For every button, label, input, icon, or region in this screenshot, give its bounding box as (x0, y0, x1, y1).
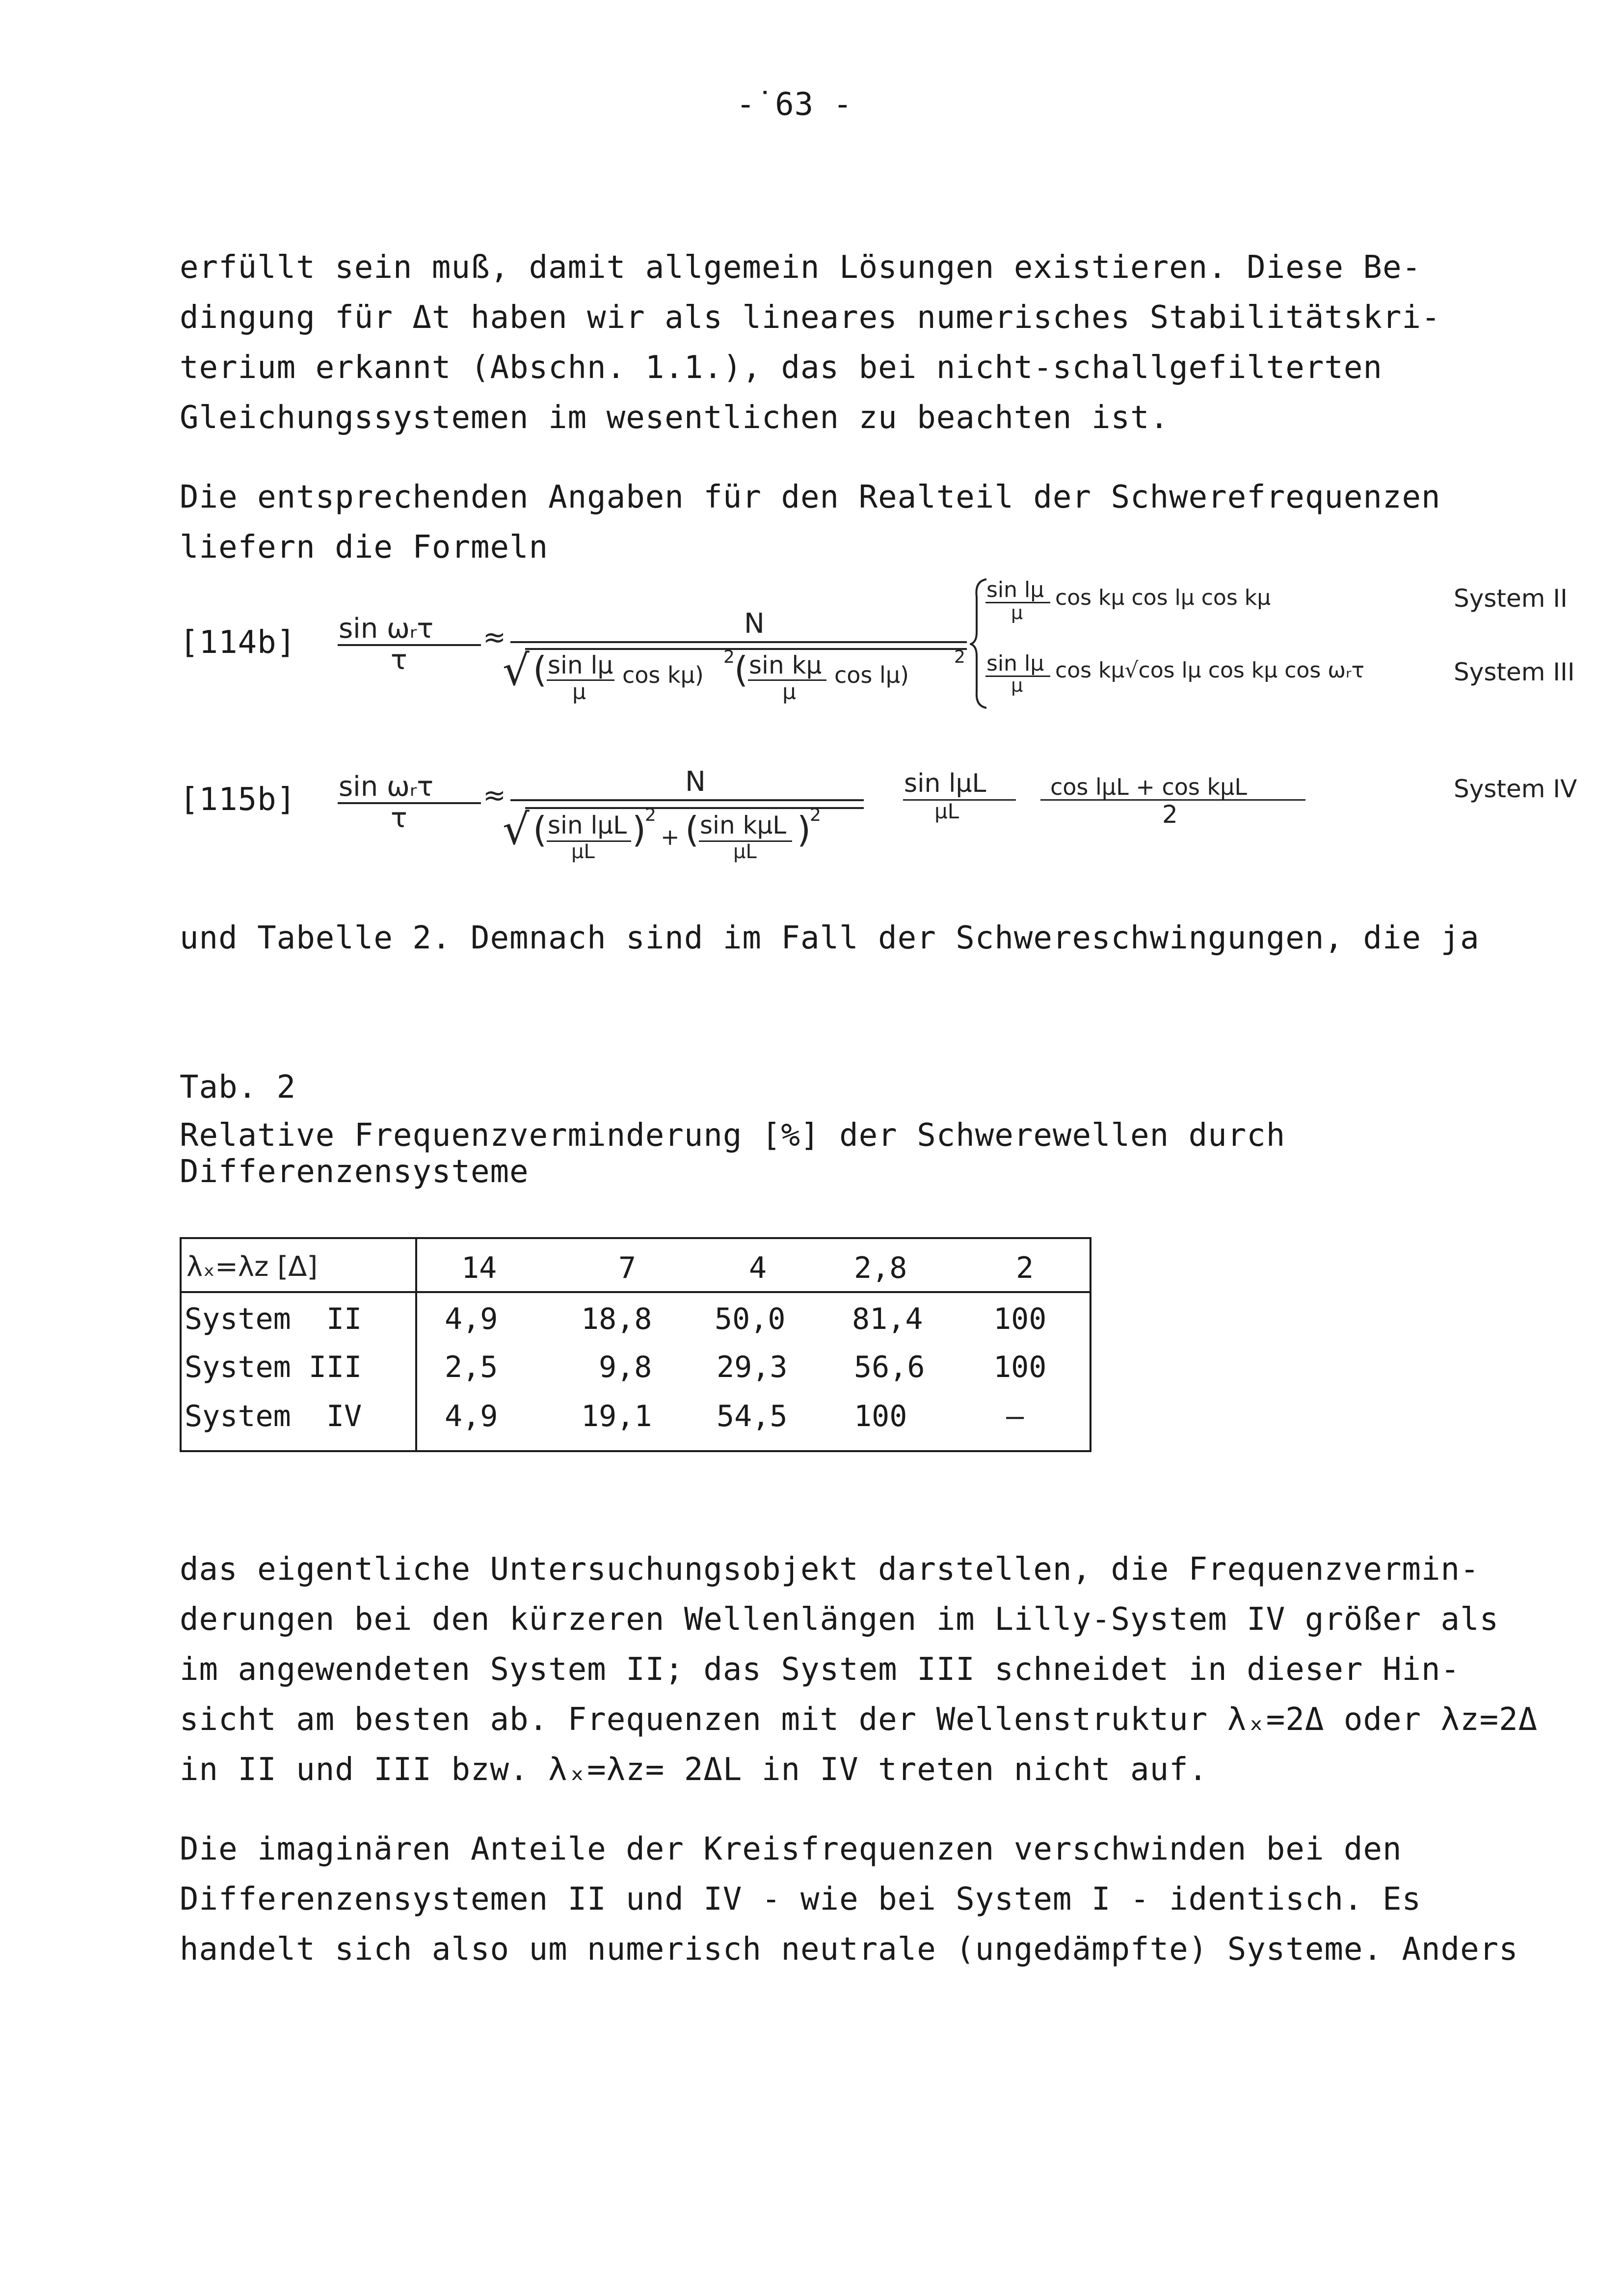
open-paren: ( (533, 809, 547, 850)
paragraph-2 (180, 472, 1441, 572)
header-cell: 14 (461, 1251, 497, 1285)
case1-rest: cos kμ cos lμ cos kμ (1055, 585, 1271, 610)
table-cell: 100 (993, 1302, 1047, 1336)
lhs-numerator: sin ωᵣτ (339, 771, 434, 803)
den-a-tail: cos kμ) (622, 662, 704, 688)
row-label: System IV (185, 1399, 362, 1433)
text-line: terium erkannt (Abschn. 1.1.), das bei nicht-schallgefilterten (180, 350, 1383, 386)
plus-sign: + (661, 824, 680, 850)
row-label: System II (185, 1302, 362, 1336)
paragraph-5 (180, 1824, 1518, 1974)
table-cell: 18,8 (581, 1302, 652, 1336)
header-cell: 4 (749, 1251, 767, 1285)
square-exponent: 2 (954, 647, 965, 667)
table-title-line-2: Differenzensysteme (180, 1154, 529, 1190)
text-line: Die entsprechenden Angaben für den Realteil der Schwerefrequenzen (180, 479, 1441, 515)
header-cell: 2 (1016, 1251, 1034, 1285)
table-cell: — (1006, 1399, 1024, 1433)
lhs-denominator: τ (391, 802, 407, 834)
equation-label: [114b] (180, 624, 296, 661)
den-a-numerator: sin lμ (548, 651, 613, 679)
den-a-denominator: μ (572, 679, 586, 704)
case2-denominator: μ (1011, 675, 1023, 696)
text-line: erfüllt sein muß, damit allgemein Lösungen existieren. Diese Be- (180, 249, 1421, 286)
f2-denominator: 2 (1162, 800, 1178, 829)
open-paren: ( (533, 649, 547, 690)
table-cell: 100 (854, 1399, 907, 1433)
table-label: Tab. 2 (180, 1069, 296, 1106)
text-line: das eigentliche Untersuchungsobjekt darstellen, die Frequenzvermin- (180, 1551, 1480, 1588)
case1-denominator: μ (1011, 602, 1023, 623)
paragraph-3: und Tabelle 2. Demnach sind im Fall der Schwereschwingungen, die ja (180, 920, 1480, 956)
text-line: in II und III bzw. λₓ=λz= 2ΔL in IV treten nicht auf. (180, 1752, 1208, 1788)
paragraph-1 (180, 243, 1441, 443)
header-cell: 7 (618, 1251, 637, 1285)
table-cell: 4,9 (445, 1302, 498, 1336)
den-b-tail: cos lμ) (834, 662, 909, 688)
text-line: im angewendeten System II; das System III schneidet in dieser Hin- (180, 1651, 1461, 1688)
numerator-N: N (685, 766, 706, 798)
row-label: System III (185, 1350, 362, 1384)
table-cell: 81,4 (852, 1302, 923, 1336)
table-cell: 29,3 (717, 1350, 788, 1384)
sqrt-sign: √ (503, 646, 530, 695)
table-cell: 50,0 (715, 1302, 786, 1336)
a-denominator: μL (571, 840, 595, 863)
numerator-N: N (744, 608, 765, 640)
a-numerator: sin lμL (548, 811, 627, 839)
table-cell: 19,1 (581, 1399, 652, 1433)
text-line: derungen bei den kürzeren Wellenlängen im Lilly-System IV größer als (180, 1601, 1499, 1638)
text-line: liefern die Formeln (180, 529, 549, 566)
lhs-fraction-bar (338, 644, 481, 646)
text-line: Differenzensystemen II und IV - wie bei System I - identisch. Es (180, 1881, 1421, 1918)
f2-numerator: cos lμL + cos kμL (1050, 774, 1248, 800)
approx-sign: ≈ (483, 780, 506, 811)
f1-denominator: μL (934, 799, 959, 823)
den-b-numerator: sin kμ (749, 651, 822, 679)
case2-rest: cos kμ√cos lμ cos kμ cos ωᵣτ (1055, 658, 1364, 683)
square-exponent: 2 (645, 805, 656, 825)
main-fraction-bar (510, 641, 967, 643)
case2-numerator: sin lμ (986, 651, 1044, 676)
b-numerator: sin kμL (700, 811, 787, 839)
system-4-label: System IV (1454, 775, 1577, 803)
table-cell: 9,8 (599, 1350, 652, 1384)
system-2-label: System II (1454, 584, 1568, 613)
header-cell: 2,8 (854, 1251, 907, 1285)
open-paren: ( (685, 809, 699, 850)
paragraph-4 (180, 1544, 1538, 1795)
den-b-denominator: μ (782, 679, 796, 704)
f1-bar (903, 799, 1016, 801)
text-line: Die imaginären Anteile der Kreisfrequenzen verschwinden bei den (180, 1831, 1402, 1867)
header-divider (182, 1291, 1090, 1293)
text-line: Gleichungssystemen im wesentlichen zu beachten ist. (180, 400, 1170, 436)
square-exponent: 2 (723, 647, 735, 667)
text-line: dingung für Δt haben wir als lineares numerisches Stabilitätskri- (180, 299, 1441, 336)
page-number: -˙63 - (736, 86, 853, 123)
lhs-fraction-bar (338, 802, 481, 804)
text-line: sicht am besten ab. Frequenzen mit der Wellenstruktur λₓ=2Δ oder λz=2Δ (180, 1702, 1538, 1738)
table-cell: 2,5 (445, 1350, 498, 1384)
case1-numerator: sin lμ (986, 577, 1044, 602)
b-denominator: μL (733, 840, 757, 863)
table-title-line-1: Relative Frequenzverminderung [%] der Schwerewellen durch (180, 1117, 1286, 1154)
text-line: handelt sich also um numerisch neutrale (ungedämpfte) Systeme. Anders (180, 1931, 1518, 1968)
lhs-denominator: τ (391, 644, 407, 676)
approx-sign: ≈ (483, 621, 506, 653)
table-cell: 100 (993, 1350, 1047, 1384)
column-divider (415, 1239, 417, 1450)
main-fraction-bar (510, 799, 864, 801)
lhs-numerator: sin ωᵣτ (339, 613, 434, 645)
table-cell: 56,6 (854, 1350, 925, 1384)
system-3-label: System III (1454, 658, 1575, 686)
close-paren: ) (632, 809, 646, 850)
header-cell-lambda: λₓ=λz [Δ] (186, 1251, 318, 1283)
table-cell: 4,9 (445, 1399, 498, 1433)
f1-numerator: sin lμL (904, 769, 986, 798)
frequency-reduction-table (180, 1237, 1091, 1452)
sqrt-sign: √ (503, 805, 530, 854)
close-paren: ) (797, 809, 811, 850)
table-cell: 54,5 (717, 1399, 788, 1433)
equation-label: [115b] (180, 782, 296, 818)
open-paren: ( (734, 649, 748, 690)
square-exponent: 2 (810, 805, 821, 825)
